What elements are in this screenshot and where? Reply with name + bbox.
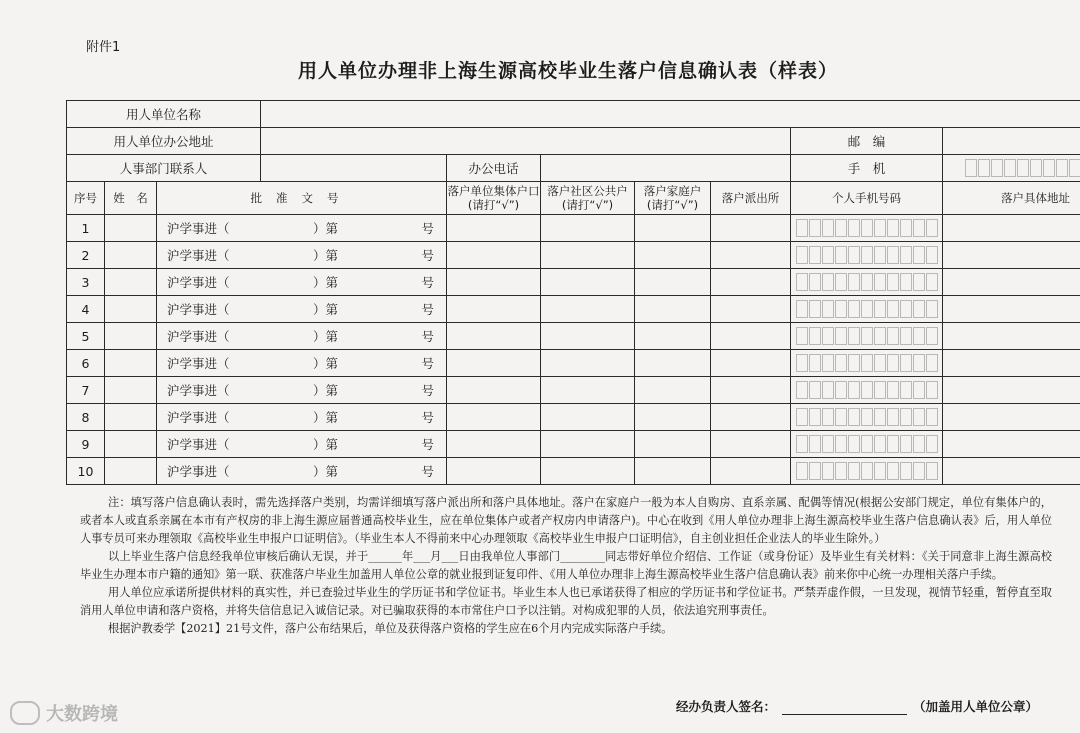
row-police-station-field[interactable] xyxy=(711,458,791,485)
cert-mid: ）第 xyxy=(313,464,339,479)
header-approval-doc: 批准文号 xyxy=(157,182,447,215)
cert-mid: ）第 xyxy=(313,383,339,398)
row-mobile-field[interactable] xyxy=(791,350,943,377)
mobile-label: 手 机 xyxy=(791,155,943,182)
note-paragraph-3: 用人单位应承诺所提供材料的真实性，并已查验过毕业生的学历证书和学位证书。毕业生本人也已承诺获得了相应的学历证书和学位证书。严禁弄虚作假，一旦发现，视情节轻重，暂停直至取消用人单位申请和落户资格，并将失信信息记入诚信记录。对已骗取获得的本市常住户口予以注销。对构成犯罪的人员，依法追究刑事责任。 xyxy=(80,586,1052,617)
cert-suffix: 号 xyxy=(421,275,435,290)
cert-suffix: 号 xyxy=(421,437,435,452)
note-paragraph-2: 以上毕业生落户信息经我单位审核后确认无误，并于______年___月___日由我单位人事部门________同志带好单位介绍信、工作证（或身份证）及毕业生有关材料：《关于同意非上海生源高校毕业生办理本市户籍的通知》第一联、获准落户毕业生加盖用人单位公章的就业报到证复印件、《用人单位办理非上海生源高校毕业生落户信息确认表》前来你中心统一办理相关落户手续。 xyxy=(80,550,1052,581)
hr-contact-label: 人事部门联系人 xyxy=(67,155,261,182)
row-collective-check[interactable] xyxy=(447,404,541,431)
watermark xyxy=(10,700,118,726)
row-approval-doc-field[interactable] xyxy=(157,431,447,458)
signature-line[interactable] xyxy=(782,714,907,715)
row-name-field[interactable] xyxy=(105,404,157,431)
notes-section xyxy=(80,494,1052,638)
row-family-check[interactable] xyxy=(635,269,711,296)
row-collective-check[interactable] xyxy=(447,296,541,323)
row-family-check[interactable] xyxy=(635,242,711,269)
phone-digit-boxes xyxy=(795,435,938,453)
watermark-logo-icon xyxy=(10,701,40,725)
row-name-field[interactable] xyxy=(105,296,157,323)
cert-prefix: 沪学事进（ xyxy=(167,437,230,452)
row-mobile-field[interactable] xyxy=(791,296,943,323)
office-phone-label: 办公电话 xyxy=(447,155,541,182)
header-address: 落户具体地址 xyxy=(943,182,1080,215)
info-form-table xyxy=(66,100,1080,485)
row-family-check[interactable] xyxy=(635,215,711,242)
office-phone-field[interactable] xyxy=(541,155,791,182)
row-number: 8 xyxy=(67,404,105,431)
row-address-field[interactable] xyxy=(943,350,1080,377)
row-collective-check[interactable] xyxy=(447,350,541,377)
table-row xyxy=(67,350,1080,377)
cert-suffix: 号 xyxy=(421,302,435,317)
employer-name-label: 用人单位名称 xyxy=(67,101,261,128)
row-approval-doc-field[interactable] xyxy=(157,323,447,350)
phone-digit-boxes xyxy=(795,246,938,264)
header-collective: 落户单位集体户口 (请打“√”) xyxy=(447,182,541,215)
row-community-check[interactable] xyxy=(541,215,635,242)
table-row xyxy=(67,269,1080,296)
watermark-text: 大数跨境 xyxy=(46,704,118,725)
header-no: 序号 xyxy=(67,182,105,215)
header-community: 落户社区公共户 (请打“√”) xyxy=(541,182,635,215)
row-collective-check[interactable] xyxy=(447,377,541,404)
row-police-station-field[interactable] xyxy=(711,350,791,377)
row-family-check[interactable] xyxy=(635,377,711,404)
cert-mid: ）第 xyxy=(313,248,339,263)
cert-suffix: 号 xyxy=(421,356,435,371)
row-collective-check[interactable] xyxy=(447,269,541,296)
row-approval-doc-field[interactable] xyxy=(157,377,447,404)
row-approval-doc-field[interactable] xyxy=(157,269,447,296)
row-name-field[interactable] xyxy=(105,242,157,269)
row-police-station-field[interactable] xyxy=(711,323,791,350)
row-address-field[interactable] xyxy=(943,458,1080,485)
row-family-check[interactable] xyxy=(635,296,711,323)
row-community-check[interactable] xyxy=(541,458,635,485)
row-community-check[interactable] xyxy=(541,431,635,458)
phone-digit-boxes xyxy=(795,327,938,345)
cert-prefix: 沪学事进（ xyxy=(167,302,230,317)
row-number: 1 xyxy=(67,215,105,242)
phone-digit-boxes xyxy=(795,300,938,318)
row-family-check[interactable] xyxy=(635,323,711,350)
row-collective-check[interactable] xyxy=(447,242,541,269)
header-police-station: 落户派出所 xyxy=(711,182,791,215)
table-row xyxy=(67,431,1080,458)
row-family-check[interactable] xyxy=(635,404,711,431)
row-mobile-field[interactable] xyxy=(791,269,943,296)
cert-mid: ）第 xyxy=(313,221,339,236)
row-address-field[interactable] xyxy=(943,269,1080,296)
table-row xyxy=(67,458,1080,485)
row-number: 10 xyxy=(67,458,105,485)
row-mobile-field[interactable] xyxy=(791,431,943,458)
row-collective-check[interactable] xyxy=(447,323,541,350)
cert-mid: ）第 xyxy=(313,329,339,344)
row-police-station-field[interactable] xyxy=(711,269,791,296)
office-address-field[interactable] xyxy=(261,128,791,155)
cert-prefix: 沪学事进（ xyxy=(167,329,230,344)
phone-digit-boxes xyxy=(964,159,1080,177)
cert-suffix: 号 xyxy=(421,410,435,425)
employer-name-field[interactable] xyxy=(261,101,1080,128)
cert-prefix: 沪学事进（ xyxy=(167,464,230,479)
row-police-station-field[interactable] xyxy=(711,431,791,458)
row-mobile-field[interactable] xyxy=(791,215,943,242)
row-collective-check[interactable] xyxy=(447,458,541,485)
cert-suffix: 号 xyxy=(421,329,435,344)
cert-mid: ）第 xyxy=(313,302,339,317)
row-community-check[interactable] xyxy=(541,404,635,431)
row-family-check[interactable] xyxy=(635,458,711,485)
row-address-field[interactable] xyxy=(943,431,1080,458)
table-row xyxy=(67,404,1080,431)
row-police-station-field[interactable] xyxy=(711,377,791,404)
row-name-field[interactable] xyxy=(105,323,157,350)
page-title: 用人单位办理非上海生源高校毕业生落户信息确认表（样表） xyxy=(298,60,839,82)
cert-suffix: 号 xyxy=(421,383,435,398)
header-name: 姓 名 xyxy=(105,182,157,215)
hr-contact-field[interactable] xyxy=(261,155,447,182)
cert-mid: ）第 xyxy=(313,356,339,371)
signature-label: 经办负责人签名： xyxy=(676,699,777,714)
table-row xyxy=(67,323,1080,350)
row-address-field[interactable] xyxy=(943,242,1080,269)
table-row xyxy=(67,377,1080,404)
postcode-label: 邮 编 xyxy=(791,128,943,155)
row-name-field[interactable] xyxy=(105,377,157,404)
phone-digit-boxes xyxy=(795,381,938,399)
seal-note: （加盖用人单位公章） xyxy=(913,699,1039,714)
table-row xyxy=(67,242,1080,269)
cert-suffix: 号 xyxy=(421,248,435,263)
row-police-station-field[interactable] xyxy=(711,404,791,431)
row-number: 6 xyxy=(67,350,105,377)
cert-prefix: 沪学事进（ xyxy=(167,410,230,425)
row-number: 7 xyxy=(67,377,105,404)
row-police-station-field[interactable] xyxy=(711,215,791,242)
row-name-field[interactable] xyxy=(105,458,157,485)
row-community-check[interactable] xyxy=(541,296,635,323)
row-mobile-field[interactable] xyxy=(791,242,943,269)
table-body xyxy=(67,215,1080,485)
row-address-field[interactable] xyxy=(943,377,1080,404)
row-address-field[interactable] xyxy=(943,215,1080,242)
table-row xyxy=(67,215,1080,242)
cert-prefix: 沪学事进（ xyxy=(167,356,230,371)
phone-digit-boxes xyxy=(795,354,938,372)
cert-mid: ）第 xyxy=(313,437,339,452)
row-number: 4 xyxy=(67,296,105,323)
row-name-field[interactable] xyxy=(105,350,157,377)
office-address-label: 用人单位办公地址 xyxy=(67,128,261,155)
header-personal-mobile: 个人手机号码 xyxy=(791,182,943,215)
cert-prefix: 沪学事进（ xyxy=(167,248,230,263)
attachment-label: 附件1 xyxy=(86,40,121,55)
row-collective-check[interactable] xyxy=(447,215,541,242)
row-number: 9 xyxy=(67,431,105,458)
row-community-check[interactable] xyxy=(541,269,635,296)
row-approval-doc-field[interactable] xyxy=(157,242,447,269)
row-mobile-field[interactable] xyxy=(791,404,943,431)
row-family-check[interactable] xyxy=(635,350,711,377)
mobile-field[interactable] xyxy=(943,155,1080,182)
cert-mid: ）第 xyxy=(313,275,339,290)
note-paragraph-1: 注：填写落户信息确认表时，需先选择落户类别，均需详细填写落户派出所和落户具体地址。落户在家庭户一般为本人自购房、直系亲属、配偶等情况(根据公安部门规定，单位有集体户的，或者本人或直系亲属在本市有产权房的非上海生源应届普通高校毕业生，应在单位集体户或者产权房内申请落户)。中心在收到《用人单位办理非上海生源高校毕业生落户信息确认表》后，用人单位人事专员可来办理领取《高校毕业生申报户口证明信》。（毕业生本人不得前来中心办理领取《高校毕业生申报户口证明信》，自主创业担任企业法人的毕业生除外。） xyxy=(80,496,1052,545)
row-name-field[interactable] xyxy=(105,215,157,242)
row-approval-doc-field[interactable] xyxy=(157,215,447,242)
row-approval-doc-field[interactable] xyxy=(157,404,447,431)
note-paragraph-4: 根据沪教委学【2021】21号文件，落户公布结果后，单位及获得落户资格的学生应在6个月内完成实际落户手续。 xyxy=(108,622,673,635)
cert-prefix: 沪学事进（ xyxy=(167,275,230,290)
signature-area xyxy=(676,697,1038,715)
row-police-station-field[interactable] xyxy=(711,296,791,323)
row-number: 5 xyxy=(67,323,105,350)
phone-digit-boxes xyxy=(795,408,938,426)
postcode-field[interactable] xyxy=(943,128,1080,155)
row-mobile-field[interactable] xyxy=(791,458,943,485)
row-approval-doc-field[interactable] xyxy=(157,458,447,485)
row-police-station-field[interactable] xyxy=(711,242,791,269)
row-community-check[interactable] xyxy=(541,242,635,269)
table-row xyxy=(67,296,1080,323)
row-mobile-field[interactable] xyxy=(791,377,943,404)
cert-prefix: 沪学事进（ xyxy=(167,383,230,398)
row-address-field[interactable] xyxy=(943,404,1080,431)
row-community-check[interactable] xyxy=(541,350,635,377)
header-family: 落户家庭户 (请打“√”) xyxy=(635,182,711,215)
row-community-check[interactable] xyxy=(541,377,635,404)
row-community-check[interactable] xyxy=(541,323,635,350)
phone-digit-boxes xyxy=(795,219,938,237)
row-name-field[interactable] xyxy=(105,269,157,296)
row-name-field[interactable] xyxy=(105,431,157,458)
row-number: 3 xyxy=(67,269,105,296)
cert-prefix: 沪学事进（ xyxy=(167,221,230,236)
row-approval-doc-field[interactable] xyxy=(157,296,447,323)
cert-mid: ）第 xyxy=(313,410,339,425)
row-family-check[interactable] xyxy=(635,431,711,458)
row-address-field[interactable] xyxy=(943,296,1080,323)
row-number: 2 xyxy=(67,242,105,269)
cert-suffix: 号 xyxy=(421,221,435,236)
row-approval-doc-field[interactable] xyxy=(157,350,447,377)
row-mobile-field[interactable] xyxy=(791,323,943,350)
cert-suffix: 号 xyxy=(421,464,435,479)
row-address-field[interactable] xyxy=(943,323,1080,350)
table-header-row xyxy=(67,182,1080,215)
phone-digit-boxes xyxy=(795,462,938,480)
phone-digit-boxes xyxy=(795,273,938,291)
row-collective-check[interactable] xyxy=(447,431,541,458)
